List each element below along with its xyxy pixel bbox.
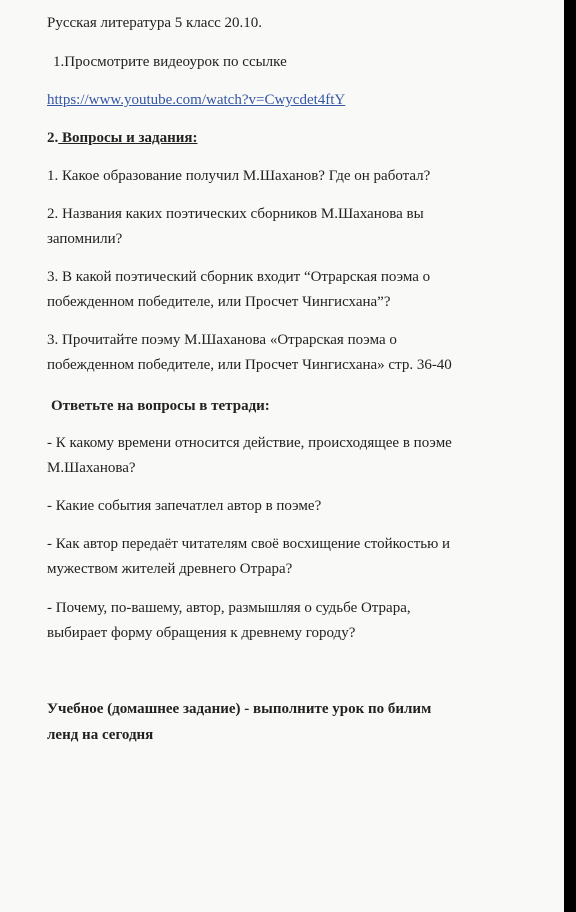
notebook-question-4-line-2: выбирает форму обращения к древнему городу? bbox=[47, 625, 356, 641]
question-1: 1. Какое образование получил М.Шаханов? Где он работал? bbox=[47, 168, 431, 184]
task-2-heading-text: Вопросы и задания: bbox=[58, 130, 198, 146]
task-2-heading bbox=[47, 129, 198, 147]
notebook-question-3-line-2: мужеством жителей древнего Отрара? bbox=[47, 561, 293, 577]
document-title: Русская литература 5 класс 20.10. bbox=[47, 15, 263, 31]
notebook-question-3-line-1: - Как автор передаёт читателям своё восхищение стойкостью и bbox=[47, 536, 451, 552]
question-2-line-2: запомнили? bbox=[47, 231, 123, 247]
notebook-question-1-line-1: - К какому времени относится действие, происходящее в поэме bbox=[47, 435, 452, 451]
notebook-question-4-line-1: - Почему, по-вашему, автор, размышляя о судьбе Отрара, bbox=[47, 600, 411, 616]
question-4-line-1: 3. Прочитайте поэму М.Шаханова «Отрарская поэма о bbox=[47, 332, 397, 348]
question-2-line-1: 2. Названия каких поэтических сборников М.Шаханова вы bbox=[47, 206, 424, 222]
notebook-question-2: - Какие события запечатлел автор в поэме? bbox=[47, 498, 322, 514]
homework-line-2: ленд на сегодня bbox=[47, 727, 154, 743]
video-link[interactable]: https://www.youtube.com/watch?v=Cwycdet4ftY bbox=[47, 92, 346, 108]
question-3-line-2: побежденном победителе, или Просчет Чингисхана”? bbox=[47, 294, 391, 310]
page-edge bbox=[564, 0, 576, 912]
notebook-question-1-line-2: М.Шаханова? bbox=[47, 460, 136, 476]
task-1-text: 1.Просмотрите видеоурок по ссылке bbox=[53, 54, 287, 70]
homework-line-1: Учебное (домашнее задание) - выполните урок по билим bbox=[47, 701, 432, 717]
question-3-line-1: 3. В какой поэтический сборник входит “Отрарская поэма о bbox=[47, 269, 431, 285]
question-4-line-2: побежденном победителе, или Просчет Чингисхана» стр. 36-40 bbox=[47, 357, 452, 373]
task-2-number: 2. bbox=[47, 130, 59, 146]
notebook-heading: Ответьте на вопросы в тетради: bbox=[51, 398, 270, 414]
